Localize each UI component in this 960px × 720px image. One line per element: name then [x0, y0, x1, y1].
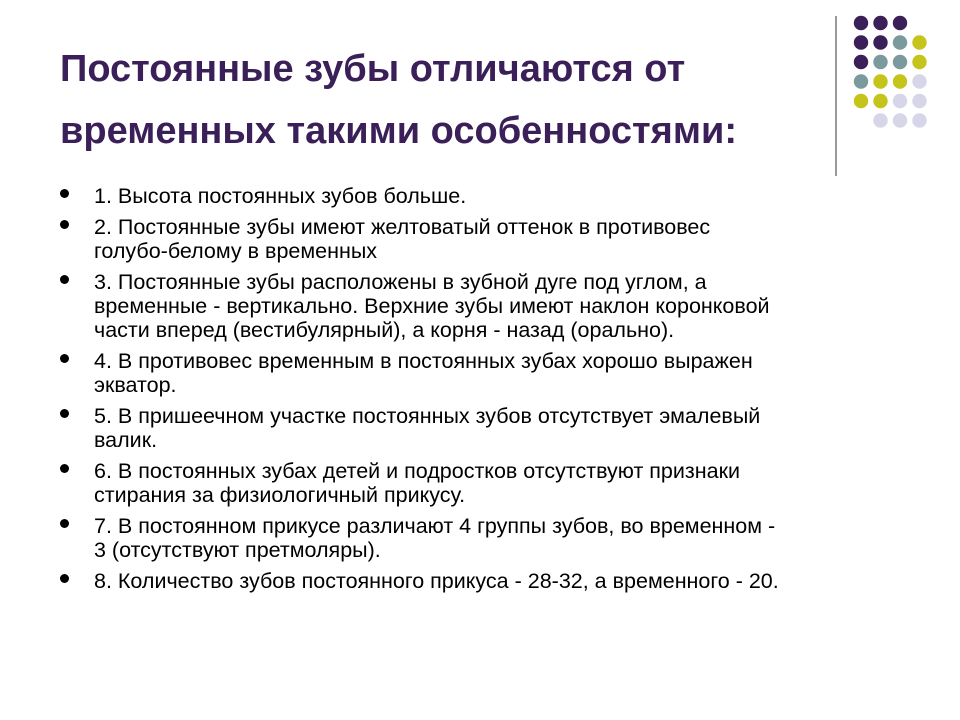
decorative-dot [893, 113, 907, 127]
bullet-item [60, 459, 920, 507]
bullet-item [60, 270, 920, 342]
decorative-dot [893, 55, 907, 69]
decorative-dot [893, 94, 907, 108]
decorative-dot [873, 94, 887, 108]
bullet-text-line: 3. Постоянные зубы расположены в зубной дуге под углом, а [94, 270, 707, 294]
bullet-dot-icon [60, 189, 69, 198]
bullet-item [60, 404, 920, 452]
bullet-dot-icon [60, 354, 69, 363]
bullet-text-line: валик. [94, 428, 158, 452]
bullet-item [60, 569, 920, 593]
bullet-item [60, 514, 920, 562]
bullet-text-line: 8. Количество зубов постоянного прикуса - 28-32, а временного - 20. [94, 569, 779, 593]
decorative-dot [854, 55, 868, 69]
bullet-list [60, 184, 920, 600]
bullet-text-line: экватор. [94, 373, 177, 397]
bullet-text-line: 4. В противовес временным в постоянных зубах хорошо выражен [94, 349, 753, 373]
decorative-dot [854, 74, 868, 88]
bullet-dot-icon [60, 409, 69, 418]
decorative-dot [873, 74, 887, 88]
slide-title [60, 38, 800, 162]
bullet-text-line: стирания за физиологичный прикусу. [94, 483, 466, 507]
bullet-text-line: 7. В постоянном прикусе различают 4 группы зубов, во временном - [94, 514, 776, 538]
decorative-dot [854, 94, 868, 108]
decorative-dot [893, 35, 907, 49]
decorative-dot [873, 16, 887, 30]
decorative-dot-grid [851, 13, 931, 158]
decorative-dot [912, 113, 926, 127]
decorative-divider [835, 16, 837, 176]
decorative-dot [854, 35, 868, 49]
slide-title-line-1: Постоянные зубы отличаются от [60, 48, 686, 90]
bullet-text-line: 1. Высота постоянных зубов больше. [94, 184, 467, 208]
decorative-dot [893, 16, 907, 30]
bullet-text-line: 2. Постоянные зубы имеют желтоватый оттенок в противовес [94, 215, 711, 239]
bullet-text-line: голубо-белому в временных [94, 239, 378, 263]
bullet-dot-icon [60, 275, 69, 284]
decorative-dot [912, 74, 926, 88]
bullet-text-line: 6. В постоянных зубах детей и подростков отсутствуют признаки [94, 459, 740, 483]
bullet-item [60, 349, 920, 397]
bullet-text-line: временные - вертикально. Верхние зубы имеют наклон коронковой [94, 294, 770, 318]
decorative-dot [873, 35, 887, 49]
decorative-dot [854, 16, 868, 30]
bullet-text-line: 5. В пришеечном участке постоянных зубов отсутствует эмалевый [94, 404, 761, 428]
bullet-item [60, 215, 920, 263]
bullet-dot-icon [60, 464, 69, 473]
bullet-dot-icon [60, 519, 69, 528]
decorative-dot [912, 94, 926, 108]
bullet-dot-icon [60, 220, 69, 229]
decorative-dot [893, 74, 907, 88]
slide-title-line-2: временных такими особенностями: [60, 110, 737, 152]
decorative-dot [912, 35, 926, 49]
decorative-dot [912, 55, 926, 69]
decorative-dot [873, 55, 887, 69]
bullet-dot-icon [60, 574, 69, 583]
bullet-item [60, 184, 920, 208]
bullet-text-line: части вперед (вестибулярный), а корня - назад (орально). [94, 318, 675, 342]
bullet-text-line: 3 (отсутствуют претмоляры). [94, 538, 381, 562]
decorative-dot [873, 113, 887, 127]
